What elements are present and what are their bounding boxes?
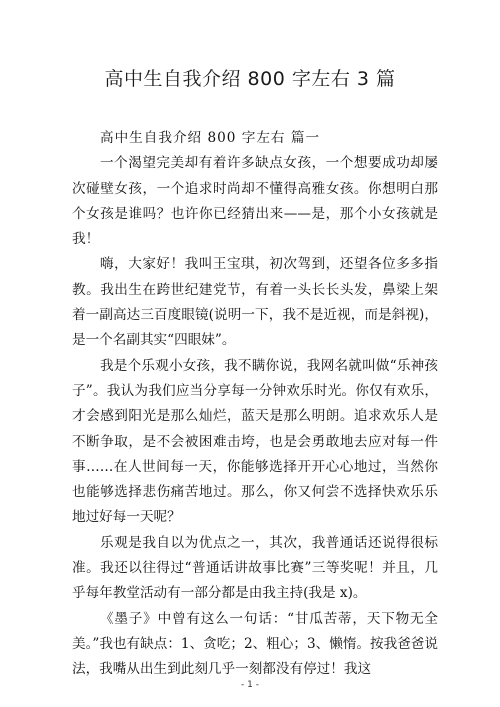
paragraph-1: 一个渴望完美却有着许多缺点女孩，一个想要成功却屡次碰壁女孩，一个追求时尚却不懂得高雅女孩。你想明白那个女孩是谁吗？也许你已经猜出来——是，那个小女孩就是我！ xyxy=(72,155,438,248)
document-title: 高中生自我介绍 800 字左右 3 篇 xyxy=(104,68,396,90)
paragraph-2: 嗨，大家好！我叫王宝琪，初次驾到，还望各位多多指教。我出生在跨世纪建党节，有着一头长长头发，鼻梁上架着一副高达三百度眼镜(说明一下，我不是近视，而是斜视)，是一个名副其实“四眼妹”。 xyxy=(72,256,438,349)
document-body xyxy=(72,126,438,683)
page-number: - 1 - xyxy=(241,680,259,690)
paragraph-3: 我是个乐观小女孩，我不瞒你说，我网名就叫做“乐神孩子”。我认为我们应当分享每一分钟欢乐时光。你仅有欢乐，才会感到阳光是那么灿烂，蓝天是那么明朗。追求欢乐人是不断争取，是不会被困难击垮，也是会勇敢地去应对每一件事……在人世间每一天，你能够选择开开心心地过，当然你也能够选择悲伤痛苦地过。那么，你又何尝不选择快欢乐乐地过好每一天呢？ xyxy=(72,357,438,526)
paragraph-4: 乐观是我自以为优点之一，其次，我普通话还说得很标准。我还以往得过“普通话讲故事比赛”三等奖呢！并且，几乎每年教堂活动有一部分都是由我主持(我是 x)。 xyxy=(72,534,438,602)
section-title: 高中生自我介绍 800 字左右 篇一 xyxy=(100,130,321,146)
paragraph-5: 《墨子》中曾有这么一句话：“甘瓜苦蒂，天下物无全美。”我也有缺点：1、贪吃；2、粗心；3、懒惰。按我爸爸说法，我嘴从出生到此刻几乎一刻都没有停过！我这 xyxy=(72,610,438,678)
